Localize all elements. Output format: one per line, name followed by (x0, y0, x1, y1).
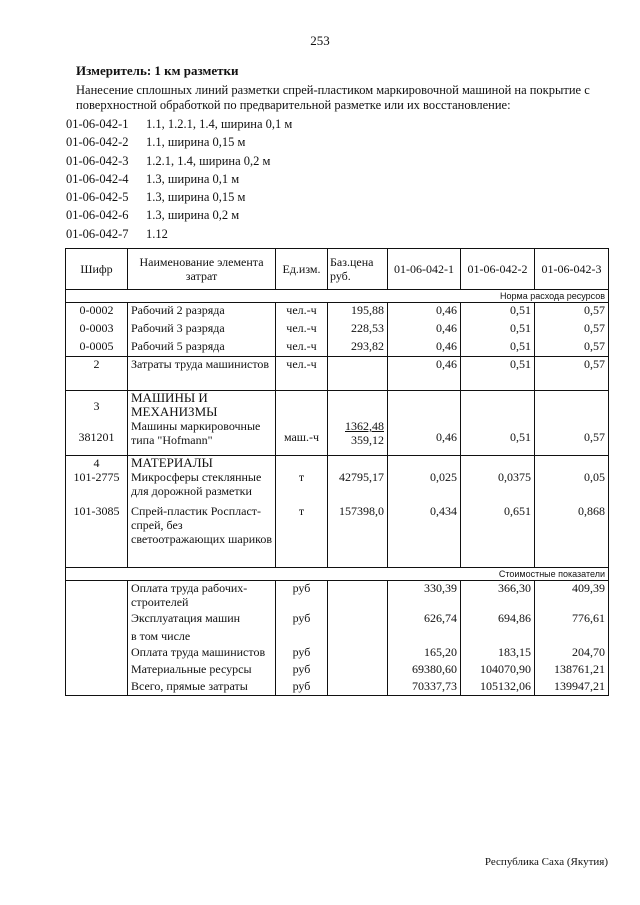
variant-text: 1.1, ширина 0,15 м (146, 135, 246, 150)
cell-code: 0-0005 (66, 339, 128, 357)
header-col-1: 01-06-042-1 (388, 249, 461, 290)
cost-name: Оплата труда машинистов (128, 645, 276, 662)
cell-value-3: 0,05 (535, 470, 609, 504)
cost-row (66, 581, 609, 611)
cost-value-1: 70337,73 (388, 679, 461, 696)
cost-value-3: 776,61 (535, 611, 609, 629)
empty-cell (276, 391, 328, 420)
cell-price: 228,53 (328, 321, 388, 339)
cell-unit: т (276, 470, 328, 504)
empty-cell (66, 611, 128, 629)
table-row (66, 303, 609, 321)
cost-caption: Стоимостные показатели (66, 568, 609, 581)
empty-cell (66, 581, 128, 611)
empty-cell (461, 455, 535, 470)
variant-item (66, 152, 292, 170)
cost-value-3: 138761,21 (535, 662, 609, 679)
cell-unit: маш.-ч (276, 419, 328, 455)
cell-code: 2 (66, 357, 128, 391)
cell-price (328, 419, 388, 455)
cell-name: Затраты труда машинистов (128, 357, 276, 391)
variant-text: 1.3, ширина 0,2 м (146, 208, 240, 223)
variant-item (66, 133, 292, 151)
region-footer: Республика Саха (Якутия) (484, 856, 608, 868)
cell-code: 101-2775 (66, 470, 128, 504)
header-col-3: 01-06-042-3 (535, 249, 609, 290)
cost-row (66, 662, 609, 679)
section-code: 3 (66, 391, 128, 420)
variant-text: 1.2.1, 1.4, ширина 0,2 м (146, 153, 271, 168)
empty-cell (276, 455, 328, 470)
cell-price: 293,82 (328, 339, 388, 357)
empty-cell (66, 645, 128, 662)
cost-value-2: 694,86 (461, 611, 535, 629)
cell-value-2: 0,51 (461, 357, 535, 391)
cost-name: в том числе (128, 629, 276, 645)
cell-value-2: 0,51 (461, 321, 535, 339)
section-code: 4 (66, 455, 128, 470)
section-row (66, 391, 609, 420)
cost-name: Эксплуатация машин (128, 611, 276, 629)
cell-name: Машины маркировочные типа "Hofmann" (128, 419, 276, 455)
cost-caption-row (66, 568, 609, 581)
cell-name: Рабочий 3 разряда (128, 321, 276, 339)
cell-value-1: 0,434 (388, 504, 461, 568)
cost-value-3: 204,70 (535, 645, 609, 662)
cell-unit: т (276, 504, 328, 568)
section-title: МАШИНЫ И МЕХАНИЗМЫ (128, 391, 276, 420)
cost-row (66, 645, 609, 662)
cell-value-1: 0,025 (388, 470, 461, 504)
cell-value-2: 0,0375 (461, 470, 535, 504)
cost-unit: руб (276, 679, 328, 696)
cost-unit: руб (276, 611, 328, 629)
cell-value-1: 0,46 (388, 357, 461, 391)
variant-text: 1.12 (146, 226, 168, 241)
cost-value-3: 409,39 (535, 581, 609, 611)
intro-text: Нанесение сплошных линий разметки спрей-пластиком маркировочной машиной на покрытие с поверхностной обработкой по предварительной разметке или их восстановление: (76, 83, 590, 112)
table-header-row (66, 249, 609, 290)
empty-cell (328, 581, 388, 611)
cell-unit: чел.-ч (276, 357, 328, 391)
cell-value-3: 0,868 (535, 504, 609, 568)
cell-value-2: 0,51 (461, 303, 535, 321)
cost-name: Оплата труда рабочих-строителей (128, 581, 276, 611)
variant-text: 1.3, ширина 0,15 м (146, 190, 246, 205)
cell-unit: чел.-ч (276, 339, 328, 357)
cost-value-2: 105132,06 (461, 679, 535, 696)
variant-code: 01-06-042-4 (66, 171, 129, 186)
cell-value-1: 0,46 (388, 303, 461, 321)
empty-cell (328, 645, 388, 662)
empty-cell (328, 455, 388, 470)
empty-cell (535, 391, 609, 420)
variant-item (66, 225, 292, 243)
empty-cell (66, 629, 128, 645)
cost-value-3 (535, 629, 609, 645)
cell-value-1: 0,46 (388, 339, 461, 357)
cell-value-3: 0,57 (535, 339, 609, 357)
cost-value-1 (388, 629, 461, 645)
empty-cell (328, 391, 388, 420)
cost-value-2: 104070,90 (461, 662, 535, 679)
cell-name: Рабочий 2 разряда (128, 303, 276, 321)
cost-row (66, 611, 609, 629)
cost-value-1: 69380,60 (388, 662, 461, 679)
variant-list (66, 115, 292, 243)
cost-value-3: 139947,21 (535, 679, 609, 696)
table-row (66, 470, 609, 504)
variant-text: 1.3, ширина 0,1 м (146, 171, 240, 186)
empty-cell (328, 611, 388, 629)
cost-value-2: 183,15 (461, 645, 535, 662)
cell-value-3: 0,57 (535, 321, 609, 339)
empty-cell (66, 679, 128, 696)
variant-item (66, 115, 292, 133)
cell-name: Рабочий 5 разряда (128, 339, 276, 357)
cell-unit: чел.-ч (276, 303, 328, 321)
cell-value-2: 0,51 (461, 339, 535, 357)
cell-price (328, 357, 388, 391)
variant-code: 01-06-042-1 (66, 117, 129, 131)
header-col-2: 01-06-042-2 (461, 249, 535, 290)
section-row (66, 455, 609, 470)
cell-price: 42795,17 (328, 470, 388, 504)
measure-heading: Измеритель: 1 км разметки (76, 63, 239, 78)
empty-cell (461, 391, 535, 420)
resource-norm-table (65, 248, 609, 696)
norm-caption: Норма расхода ресурсов (66, 290, 609, 303)
empty-cell (328, 679, 388, 696)
header-price: Баз.цена руб. (328, 249, 388, 290)
cost-unit: руб (276, 581, 328, 611)
variant-code: 01-06-042-5 (66, 190, 129, 205)
cell-name: Микросферы стеклянные для дорожной разметки (128, 470, 276, 504)
variant-item (66, 206, 292, 224)
cell-name: Спрей-пластик Роспласт-спрей, без светоотражающих шариков (128, 504, 276, 568)
cell-price: 157398,0 (328, 504, 388, 568)
empty-cell (535, 455, 609, 470)
price-top: 1362,48 (345, 419, 384, 433)
table-row (66, 357, 609, 391)
cost-unit: руб (276, 645, 328, 662)
table-row (66, 339, 609, 357)
cost-name: Всего, прямые затраты (128, 679, 276, 696)
empty-cell (328, 629, 388, 645)
table-row (66, 504, 609, 568)
cost-value-2: 366,30 (461, 581, 535, 611)
cost-name: Материальные ресурсы (128, 662, 276, 679)
variant-code: 01-06-042-7 (66, 226, 129, 241)
cost-value-1: 165,20 (388, 645, 461, 662)
cell-value-3: 0,57 (535, 419, 609, 455)
cell-value-1: 0,46 (388, 321, 461, 339)
cell-value-2: 0,51 (461, 419, 535, 455)
cell-code: 0-0002 (66, 303, 128, 321)
variant-item (66, 170, 292, 188)
cell-price: 195,88 (328, 303, 388, 321)
cell-value-1: 0,46 (388, 419, 461, 455)
cell-code: 0-0003 (66, 321, 128, 339)
cost-value-1: 330,39 (388, 581, 461, 611)
table-row (66, 321, 609, 339)
page-number: 253 (310, 33, 330, 48)
cell-code: 101-3085 (66, 504, 128, 568)
cost-row (66, 679, 609, 696)
cost-unit: руб (276, 662, 328, 679)
section-title: МАТЕРИАЛЫ (128, 455, 276, 470)
cell-value-3: 0,57 (535, 357, 609, 391)
header-code: Шифр (66, 249, 128, 290)
cost-value-1: 626,74 (388, 611, 461, 629)
table-row (66, 419, 609, 455)
cost-unit (276, 629, 328, 645)
variant-code: 01-06-042-2 (66, 135, 129, 150)
cost-value-2 (461, 629, 535, 645)
empty-cell (66, 662, 128, 679)
cell-code: 381201 (66, 419, 128, 455)
cost-row (66, 629, 609, 645)
variant-code: 01-06-042-6 (66, 208, 129, 223)
norm-caption-row (66, 290, 609, 303)
variant-code: 01-06-042-3 (66, 153, 129, 168)
cell-value-3: 0,57 (535, 303, 609, 321)
empty-cell (328, 662, 388, 679)
price-bottom: 359,12 (351, 433, 384, 447)
empty-cell (388, 455, 461, 470)
header-unit: Ед.изм. (276, 249, 328, 290)
empty-cell (388, 391, 461, 420)
header-name: Наименование элемента затрат (128, 249, 276, 290)
cell-unit: чел.-ч (276, 321, 328, 339)
variant-item (66, 188, 292, 206)
cell-value-2: 0,651 (461, 504, 535, 568)
variant-text: 1.1, 1.2.1, 1.4, ширина 0,1 м (146, 117, 293, 131)
